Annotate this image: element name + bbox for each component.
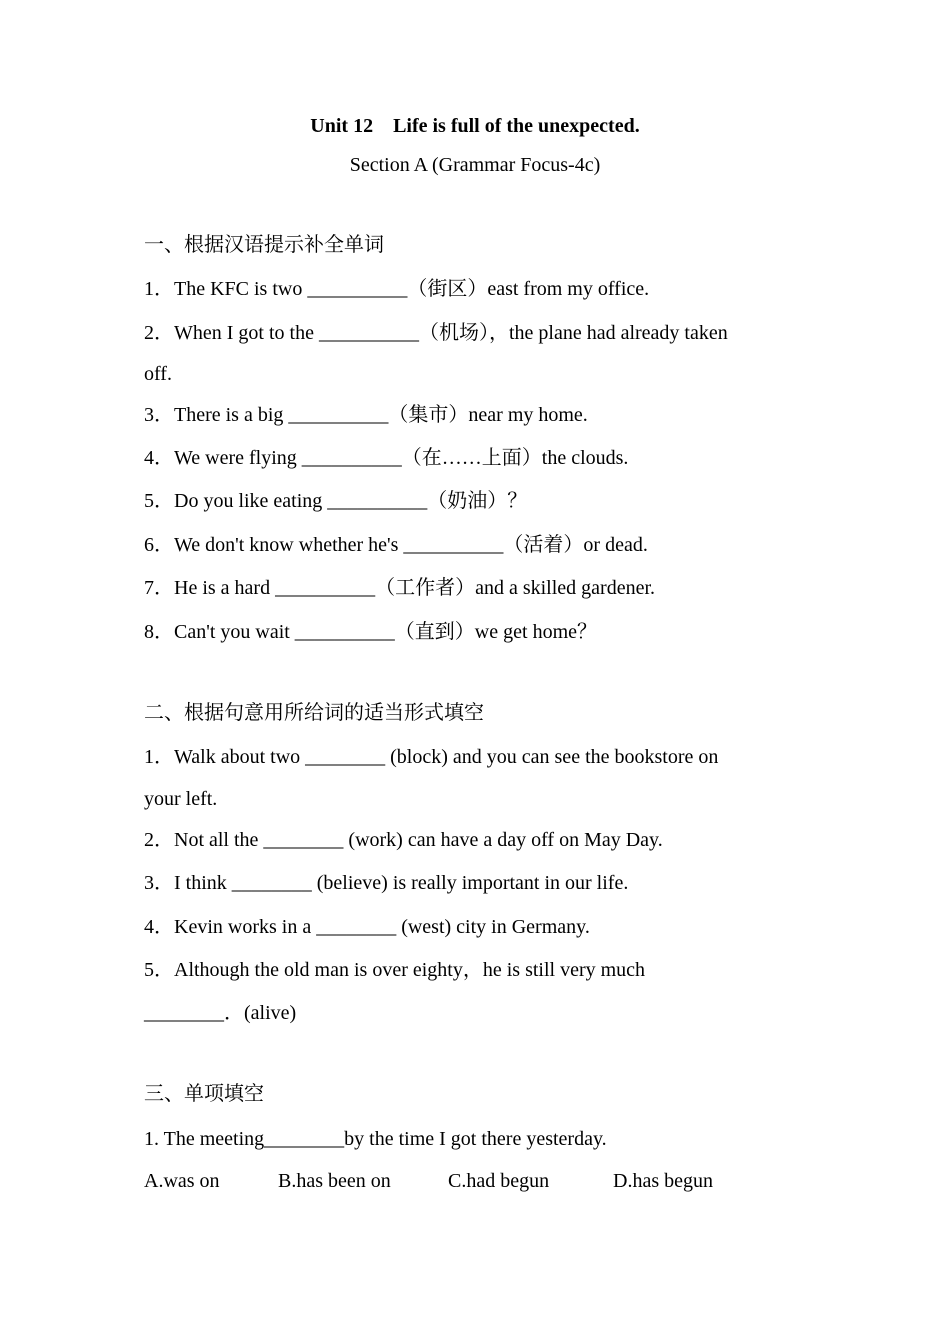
section-3-question: 1. The meeting________by the time I got there yesterday.: [144, 1128, 607, 1150]
section-2-item: 1．Walk about two ________ (block) and you can see the bookstore on: [144, 746, 719, 768]
section-1-item-continued: off.: [144, 363, 172, 385]
option-a: A.was on: [144, 1170, 220, 1192]
section-2-heading: 二、根据句意用所给词的适当形式填空: [144, 702, 484, 724]
option-c: C.had begun: [448, 1170, 550, 1192]
section-1-item: 3．There is a big __________（集市）near my home.: [144, 404, 588, 426]
section-1-item: 6．We don't know whether he's __________（活着）or dead.: [144, 534, 648, 556]
section-1-item: 1．The KFC is two __________（街区）east from my office.: [144, 278, 650, 300]
page-title: Unit 12 Life is full of the unexpected.: [310, 115, 640, 137]
page-subtitle: Section A (Grammar Focus-4c): [349, 154, 601, 176]
section-1-item: 2．When I got to the __________（机场），the plane had already taken: [144, 322, 728, 344]
option-d: D.has begun: [613, 1170, 713, 1192]
section-1-item: 8．Can't you wait __________（直到）we get home？: [144, 621, 597, 643]
section-2-item: 5．Although the old man is over eighty，he is still very much: [144, 959, 646, 981]
section-1-heading: 一、根据汉语提示补全单词: [144, 234, 384, 256]
section-3-heading: 三、单项填空: [144, 1083, 264, 1105]
section-1-item: 5．Do you like eating __________（奶油）？: [144, 490, 528, 512]
option-b: B.has been on: [278, 1170, 391, 1192]
section-2-item-continued: ________．(alive): [144, 1002, 297, 1024]
section-1-item: 7．He is a hard __________（工作者）and a skilled gardener.: [144, 577, 656, 599]
section-2-item: 3．I think ________ (believe) is really important in our life.: [144, 872, 629, 894]
section-2-item: 2．Not all the ________ (work) can have a day off on May Day.: [144, 829, 663, 851]
section-2-item-continued: your left.: [144, 788, 218, 810]
section-1-item: 4．We were flying __________（在……上面）the clouds.: [144, 447, 629, 469]
section-2-item: 4．Kevin works in a ________ (west) city in Germany.: [144, 916, 590, 938]
